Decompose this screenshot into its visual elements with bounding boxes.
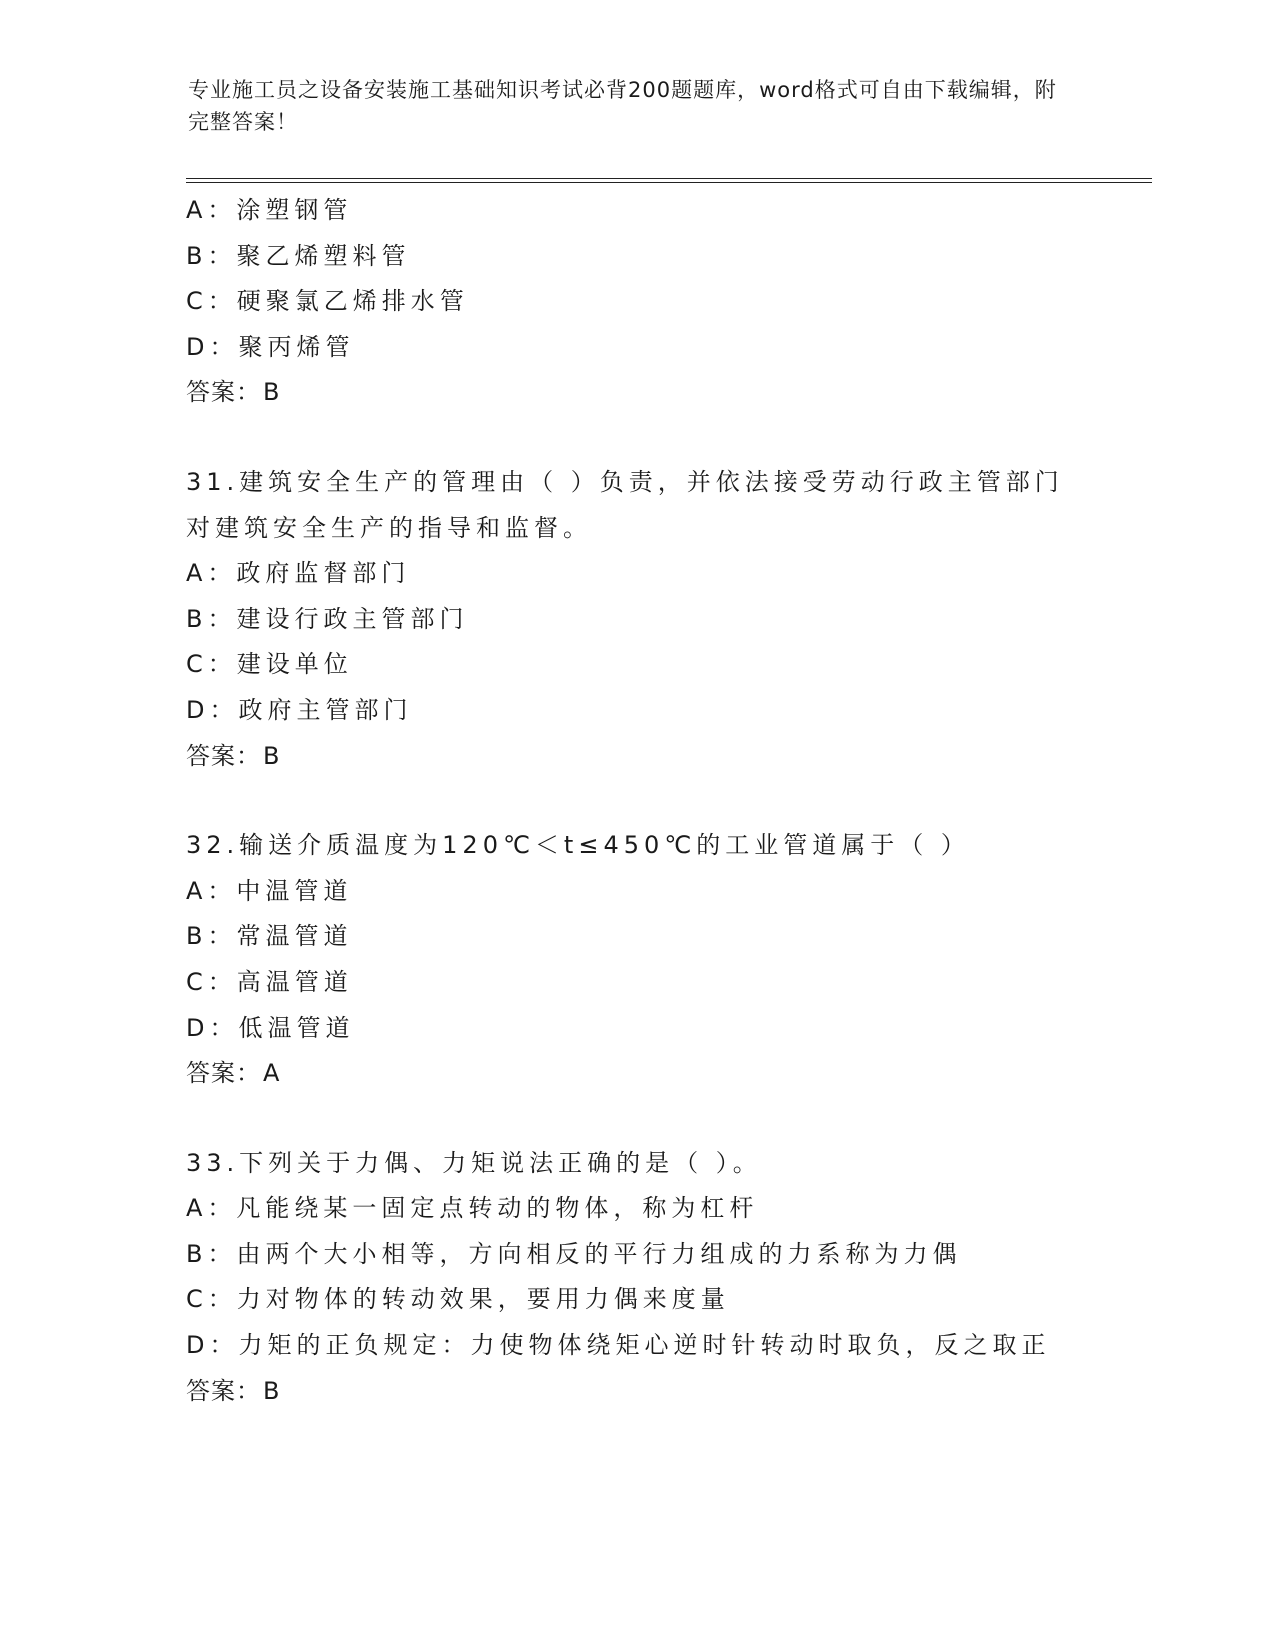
answer-value: B [263, 378, 281, 407]
answer-line [186, 370, 1086, 416]
option-d: D：力矩的正负规定：力使物体绕矩心逆时针转动时取负，反之取正 [186, 1331, 1051, 1360]
answer-label: 答案： [186, 1376, 261, 1405]
option-d: D：政府主管部门 [186, 695, 413, 724]
question-stem-line-1: 32.输送介质温度为120℃＜t≤450℃的工业管道属于（ ） [186, 831, 970, 860]
option-b: B：聚乙烯塑料管 [186, 241, 411, 270]
header-text: 专业施工员之设备安装施工基础知识考试必背200题题库，word格式可自由下载编辑，附完整答案！ [188, 78, 1057, 134]
answer-line [186, 1051, 1086, 1097]
header-divider [186, 178, 1152, 183]
answer-line [186, 1369, 1086, 1415]
question-list [186, 188, 1086, 1414]
option-c: C：力对物体的转动效果，要用力偶来度量 [186, 1285, 730, 1314]
answer-line [186, 734, 1086, 780]
question-stem-line-1: 31.建筑安全生产的管理由（ ）负责，并依法接受劳动行政主管部门 [186, 467, 1064, 496]
answer-value: B [263, 741, 281, 770]
option-b: B：建设行政主管部门 [186, 604, 469, 633]
question-32 [186, 823, 1086, 1097]
option-d: D：低温管道 [186, 1013, 355, 1042]
document-header [188, 74, 1068, 138]
answer-label: 答案： [186, 1059, 261, 1088]
answer-value: A [263, 1059, 281, 1088]
question-30-continuation [186, 188, 1086, 416]
option-c: C：建设单位 [186, 650, 353, 679]
answer-label: 答案： [186, 741, 261, 770]
answer-value: B [263, 1376, 281, 1405]
question-31 [186, 460, 1086, 779]
option-c: C：硬聚氯乙烯排水管 [186, 287, 469, 316]
option-d: D：聚丙烯管 [186, 332, 355, 361]
question-stem-line-1: 33.下列关于力偶、力矩说法正确的是（ ）。 [186, 1148, 762, 1177]
question-stem-line-2: 对建筑安全生产的指导和监督。 [186, 513, 592, 542]
option-b: B：常温管道 [186, 922, 353, 951]
option-a: A：政府监督部门 [186, 559, 411, 588]
option-c: C：高温管道 [186, 967, 353, 996]
answer-label: 答案： [186, 378, 261, 407]
option-a: A：凡能绕某一固定点转动的物体，称为杠杆 [186, 1194, 759, 1223]
option-b: B：由两个大小相等，方向相反的平行力组成的力系称为力偶 [186, 1239, 962, 1268]
option-a: A：中温管道 [186, 876, 353, 905]
option-a: A：涂塑钢管 [186, 196, 353, 224]
question-33 [186, 1141, 1086, 1415]
